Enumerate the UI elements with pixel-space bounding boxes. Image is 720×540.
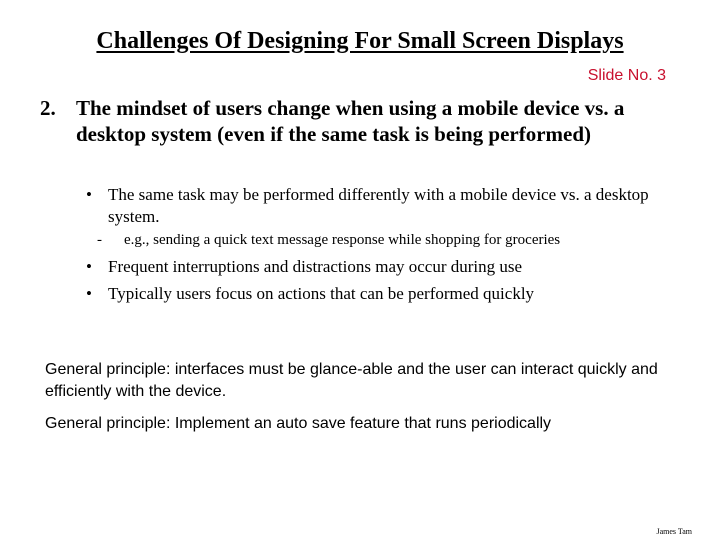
sub-bullet-text: e.g., sending a quick text message response while shopping for groceries: [124, 232, 561, 248]
bullet-text: Typically users focus on actions that can be performed quickly: [108, 284, 535, 303]
slide-title-text: Challenges Of Designing For Small Screen Displays: [96, 28, 624, 54]
bullet-text: Frequent interruptions and distractions may occur during use: [108, 257, 523, 276]
slide-title: [0, 26, 720, 56]
author-signature: James Tam: [656, 527, 692, 536]
bullet-text: The same task may be performed differently with a mobile device vs. a desktop system.: [108, 185, 649, 226]
point-number: 2.: [40, 96, 56, 120]
bullet-marker: •: [86, 284, 92, 303]
general-principle: General principle: Implement an auto save feature that runs periodically: [45, 415, 552, 432]
bullet-marker: •: [86, 257, 92, 276]
slide-number: Slide No. 3: [587, 67, 666, 84]
sub-bullet-marker: -: [97, 232, 102, 248]
bullet-marker: •: [86, 185, 92, 204]
general-principle: General principle: interfaces must be glance-able and the user can interact quickly and efficiently with the device.: [45, 361, 658, 400]
point-text: The mindset of users change when using a mobile device vs. a desktop system (even if the same task is being performed): [76, 96, 625, 146]
